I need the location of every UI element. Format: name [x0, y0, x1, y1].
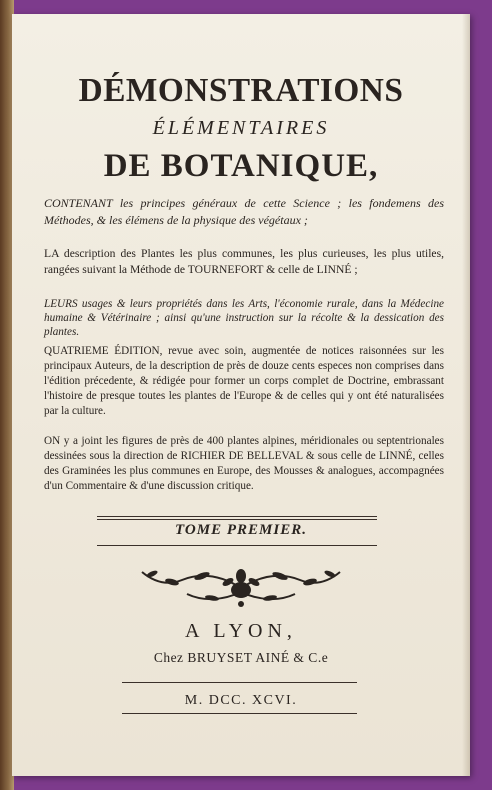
imprint-date: M. DCC. XCVI.	[184, 693, 298, 708]
paragraph-description: LA description des Plantes les plus communes, les plus curieuses, les plus utiles, rangées suivant la Méthode de TOURNEFORT & celle de LINNÉ ;	[44, 247, 444, 276]
paragraph-usages: LEURS usages & leurs propriétés dans les Arts, l'économie rurale, dans la Médecine humaine & Vétérinaire ; ainsi qu'une instruction sur la récolte & la dessication des plantes.	[44, 298, 444, 338]
divider-top-thin	[97, 519, 377, 520]
title-line-2: ÉLÉMENTAIRES	[152, 117, 330, 139]
title-line-3: DE BOTANIQUE,	[103, 148, 379, 184]
paragraph-figures: ON y a joint les figures de près de 400 plantes alpines, méridionales ou septentrionales dessinées sous la direction de RICHIER DE BELLEVAL & sous celle de LINNÉ, celles des Graminées les plus communes en Europe, des Mousses & analogues, accompagnées d'un Commentaire & d'une discussion critique.	[44, 435, 444, 492]
divider-bottom	[97, 545, 377, 546]
divider-top	[97, 516, 377, 517]
floral-ornament-icon	[132, 558, 350, 612]
divider-date-bottom	[122, 713, 357, 714]
volume-label: TOME PREMIER.	[175, 522, 307, 538]
paragraph-edition: QUATRIEME ÉDITION, revue avec soin, augmentée de notices raisonnées sur les principaux Auteurs, de la description de près de douze cents especes non comprises dans l'édition précedente, & rédigée pour former un corps complet de Doctrine, embrassant l'histoire de presque toutes les plantes de l'Europe & de celles qui y ont été naturalisées par la culture.	[44, 345, 444, 417]
imprint-publisher: Chez BRUYSET AINÉ & C.e	[153, 650, 329, 665]
divider-date-top	[122, 682, 357, 683]
title-page	[12, 14, 470, 776]
imprint-city: A LYON,	[185, 620, 297, 642]
title-line-1: DÉMONSTRATIONS	[78, 72, 404, 109]
paragraph-contenant: CONTENANT les principes généraux de cette Science ; les fondemens des Méthodes, & les élémens de la physique des végétaux ;	[44, 196, 444, 227]
